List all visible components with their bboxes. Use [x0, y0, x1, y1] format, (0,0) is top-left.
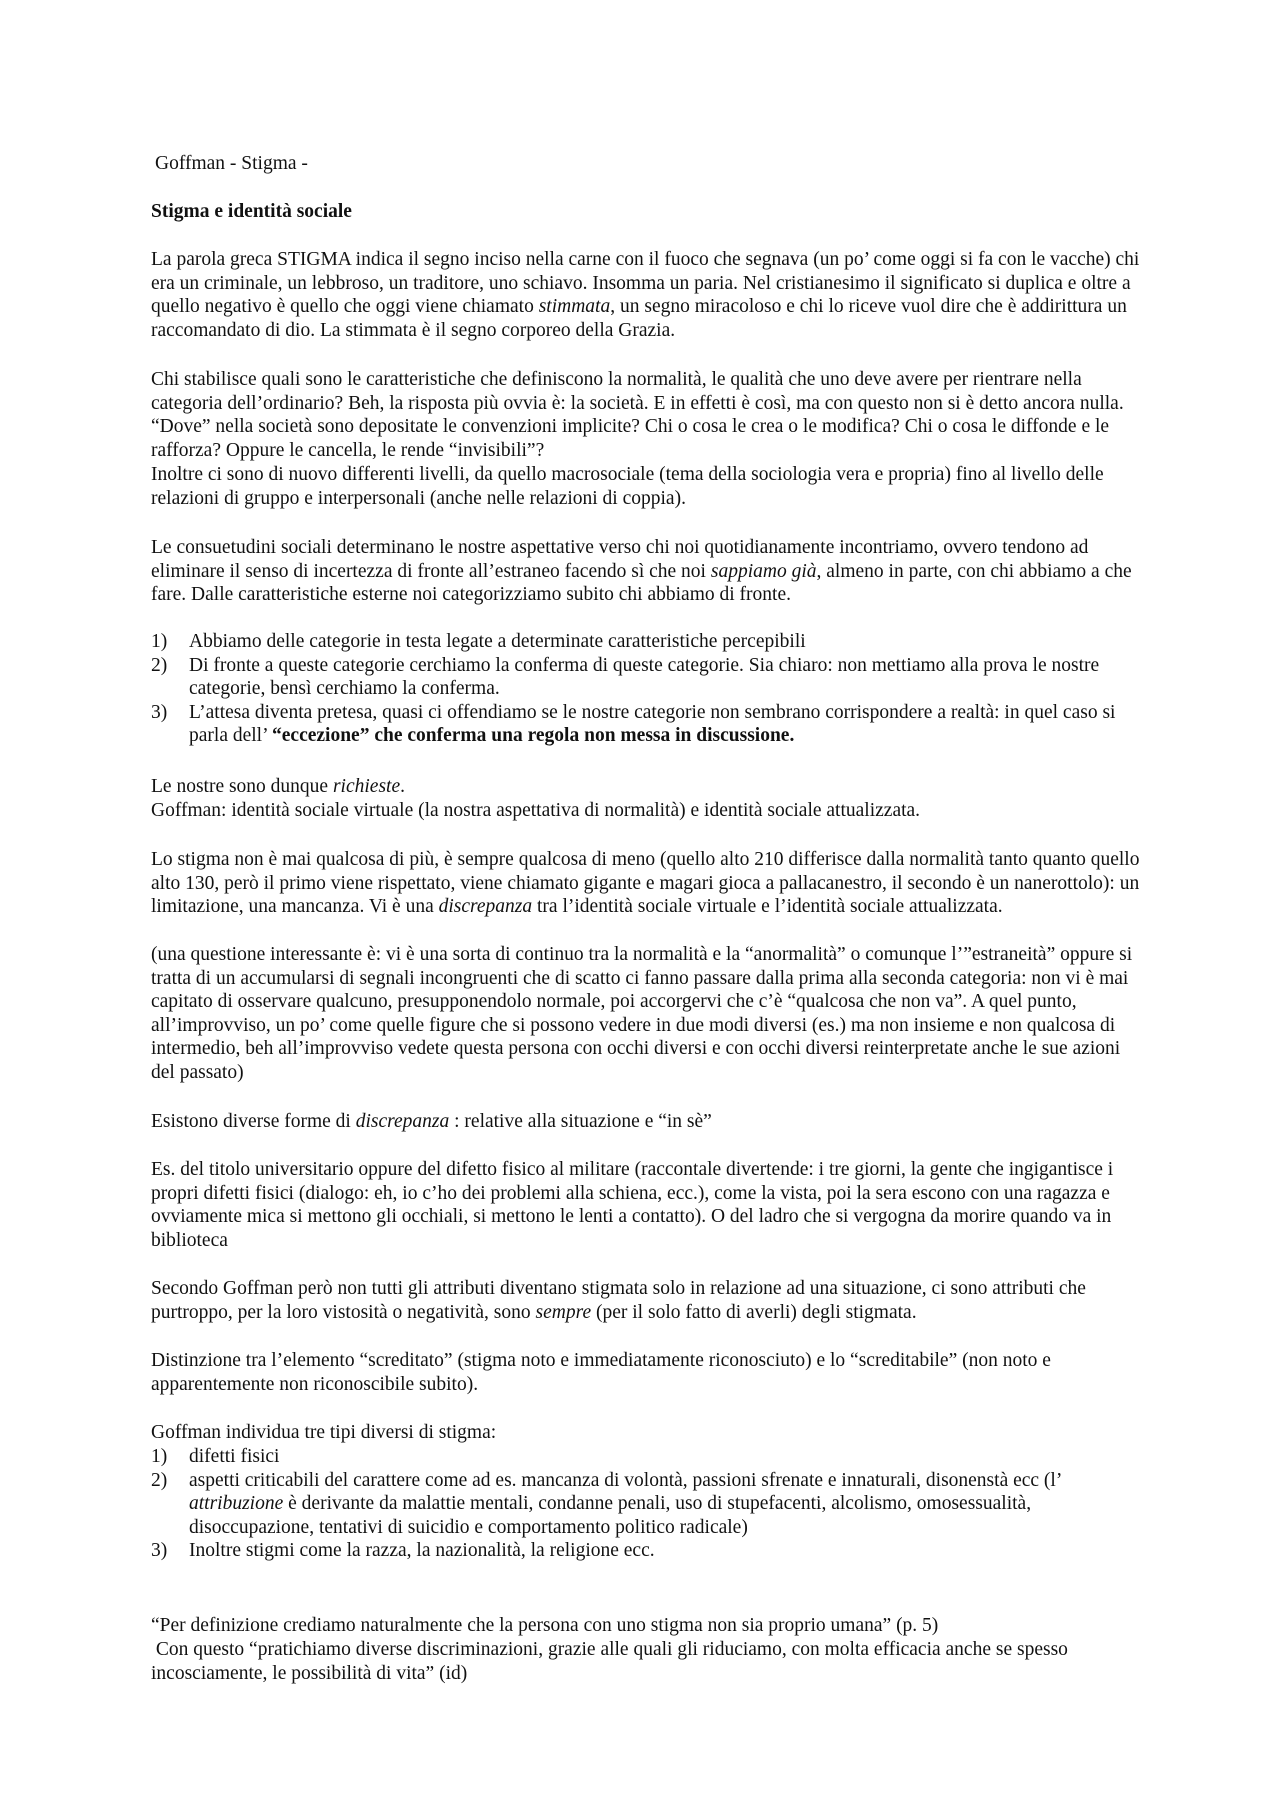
paragraph-attributes [151, 1277, 1141, 1324]
list-text: Abbiamo delle categorie in testa legate a determinate caratteristiche percepibili [189, 631, 806, 652]
list-number: 1) [151, 1446, 168, 1467]
text: (per il solo fatto di averli) degli stigmata. [591, 1301, 917, 1323]
emphasis: sappiamo già [710, 560, 817, 582]
paragraph-requests [151, 775, 1141, 799]
text: , almeno in parte, con chi abbiamo a che fare. Dalle caratteristiche esterne noi categorizziamo subito chi abbiamo di fronte. [151, 560, 1132, 606]
paragraph-stigma-origin [151, 248, 1141, 342]
paragraph-discrepancy [151, 848, 1141, 919]
text: Esistono diverse forme di [151, 1111, 356, 1132]
paragraph-levels: Inoltre ci sono di nuovo differenti livelli, da quello macrosociale (tema della sociologia vera e propria) fino al livello delle relazioni di gruppo e interpersonali (anche nelle relazioni di coppia). [151, 464, 1104, 509]
list-text: Di fronte a queste categorie cerchiamo la conferma di queste categorie. Sia chiaro: non mettiamo alla prova le nostre categorie, bensì cerchiamo la conferma. [189, 654, 1100, 700]
text: Le nostre sono dunque [151, 776, 333, 797]
quote-discrimination: Con questo “pratichiamo diverse discriminazioni, grazie alle quali gli riduciamo, con molta efficacia anche se spesso incosciamente, le possibilità di vita” (id) [151, 1639, 1073, 1684]
paragraph-forms [151, 1110, 1141, 1134]
list-number: 2) [151, 1469, 168, 1491]
text: L’attesa diventa pretesa, quasi ci offendiamo se le nostre categorie non sembrano corrispondere a realtà: in quel caso si parla dell’ [189, 701, 1116, 747]
list-text [189, 1469, 1141, 1540]
emphasis: sempre [535, 1301, 592, 1323]
emphasis: attribuzione [189, 1493, 284, 1515]
list-number: 2) [151, 654, 168, 676]
list-item [151, 654, 1141, 701]
list-item [151, 630, 1141, 654]
quote-definition: “Per definizione crediamo naturalmente che la persona con uno stigma non sia proprio umana” (p. 5) [151, 1615, 939, 1636]
text: Secondo Goffman però non tutti gli attributi diventano stigmata solo in relazione ad una situazione, ci sono attributi che purtroppo, per la loro vistosità o negatività, sono [151, 1278, 1086, 1323]
list-text [189, 701, 1141, 748]
list-item [151, 1539, 1141, 1563]
paragraph-distinction: Distinzione tra l’elemento “screditato” (stigma noto e immediatamente riconosciuto) e lo “screditabile” (non noto e apparentemente non riconoscibile subito). [151, 1350, 1051, 1395]
text: . [400, 776, 405, 797]
text: è derivante da malattie mentali, condanne penali, uso di stupefacenti, alcolismo, omosessualità, disoccupazione, tentativi di suicidio e comportamento politico radicale) [189, 1493, 1032, 1538]
text: aspetti criticabili del carattere come ad es. mancanza di volontà, passioni sfrenate e innaturali, disonenstà ecc (l’ [189, 1469, 1061, 1491]
list-text: difetti fisici [189, 1446, 280, 1467]
document-title: Goffman - Stigma - [155, 153, 308, 174]
paragraph-normality-question: Chi stabilisce quali sono le caratteristiche che definiscono la normalità, le qualità che uno deve avere per rientrare nella categoria dell’ordinario? Beh, la risposta più ovvia è: la società. E in effetti è così, ma con questo non si è detto ancora nulla. “Dove” nella società sono depositate le convenzioni implicite? Chi o cosa le crea o le modifica? Chi o cosa le diffonde e le rafforza? Oppure le cancella, le rende “invisibili”? [151, 369, 1124, 461]
list-item [151, 701, 1141, 748]
text: , un segno miracoloso e chi lo riceve vuol dire che è addirittura un raccomandato di dio. La stimmata è il segno corporeo della Grazia. [151, 296, 1127, 341]
paragraph-social-customs [151, 536, 1141, 607]
text: : relative alla situazione e “in sè” [449, 1111, 712, 1132]
list-number: 3) [151, 1540, 168, 1562]
numbered-list-categories [151, 630, 1141, 748]
emphasis: discrepanza [438, 896, 533, 918]
emphasis: discrepanza [355, 1111, 450, 1132]
list-item [151, 1445, 1141, 1469]
emphasis: richieste [332, 776, 401, 797]
text: Le consuetudini sociali determinano le nostre aspettative verso chi noi quotidianamente incontriamo, ovvero tendono ad eliminare il senso di incertezza di fronte all’estraneo facendo sì che noi [151, 537, 1089, 582]
paragraph-identity: Goffman: identità sociale virtuale (la nostra aspettativa di normalità) e identità sociale attualizzata. [151, 800, 921, 821]
list-number: 1) [151, 631, 168, 652]
list-item [151, 1469, 1141, 1540]
list-text: Inoltre stigmi come la razza, la nazionalità, la religione ecc. [189, 1540, 655, 1562]
text: tra l’identità sociale virtuale e l’identità sociale attualizzata. [532, 896, 1003, 918]
emphasis: stimmata [538, 296, 611, 318]
section-heading: Stigma e identità sociale [151, 201, 352, 222]
text: La parola greca STIGMA indica il segno inciso nella carne con il fuoco che segnava (un po’ come oggi si fa con le vacche) chi era un criminale, un lebbroso, un traditore, uno schiavo. Insomma un paria. Nel cristianesimo il significato si duplica e oltre a quello negativo è quello che oggi viene chiamato [151, 249, 1140, 318]
paragraph-examples: Es. del titolo universitario oppure del difetto fisico al militare (raccontale divertende: i tre giorni, la gente che ingigantisce i propri difetti fisici (dialogo: eh, io c’ho dei problemi alla schiena, ecc.), come la vista, poi la sera escono con una ragazza e ovviamente mica si mettono gli occhiali, si mettono le lenti a contatto). O del ladro che si vergogna da morire quando va in biblioteca [151, 1159, 1114, 1251]
text: Lo stigma non è mai qualcosa di più, è sempre qualcosa di meno (quello alto 210 differisce dalla normalità tanto quanto quello alto 130, però il primo viene rispettato, viene chiamato gigante e magari gioca a pallacanestro, il secondo è un nanerottolo): un limitazione, una mancanza. Vi è una [151, 849, 1140, 918]
paragraph-three-types: Goffman individua tre tipi diversi di stigma: [151, 1422, 497, 1443]
numbered-list-stigma-types [151, 1445, 1141, 1563]
list-number: 3) [151, 701, 168, 723]
bold-text: “eccezione” che conferma una regola non messa in discussione. [272, 725, 795, 747]
paragraph-continuum: (una questione interessante è: vi è una sorta di continuo tra la normalità e la “anormalità” o comunque l’”estraneità” oppure si tratta di un accumularsi di segnali incongruenti che di scatto ci fanno passare dalla prima alla seconda categoria: non vi è mai capitato di osservare qualcuno, presupponendolo normale, poi accorgervi che c’è “qualcosa che non va”. A quel punto, all’improvviso, un po’ come quelle figure che si possono vedere in due modi diversi (es.) ma non insieme e non qualcosa di intermedio, beh all’improvviso vedete questa persona con occhi diversi e con occhi diversi reinterpretate anche le sue azioni del passato) [151, 944, 1133, 1083]
